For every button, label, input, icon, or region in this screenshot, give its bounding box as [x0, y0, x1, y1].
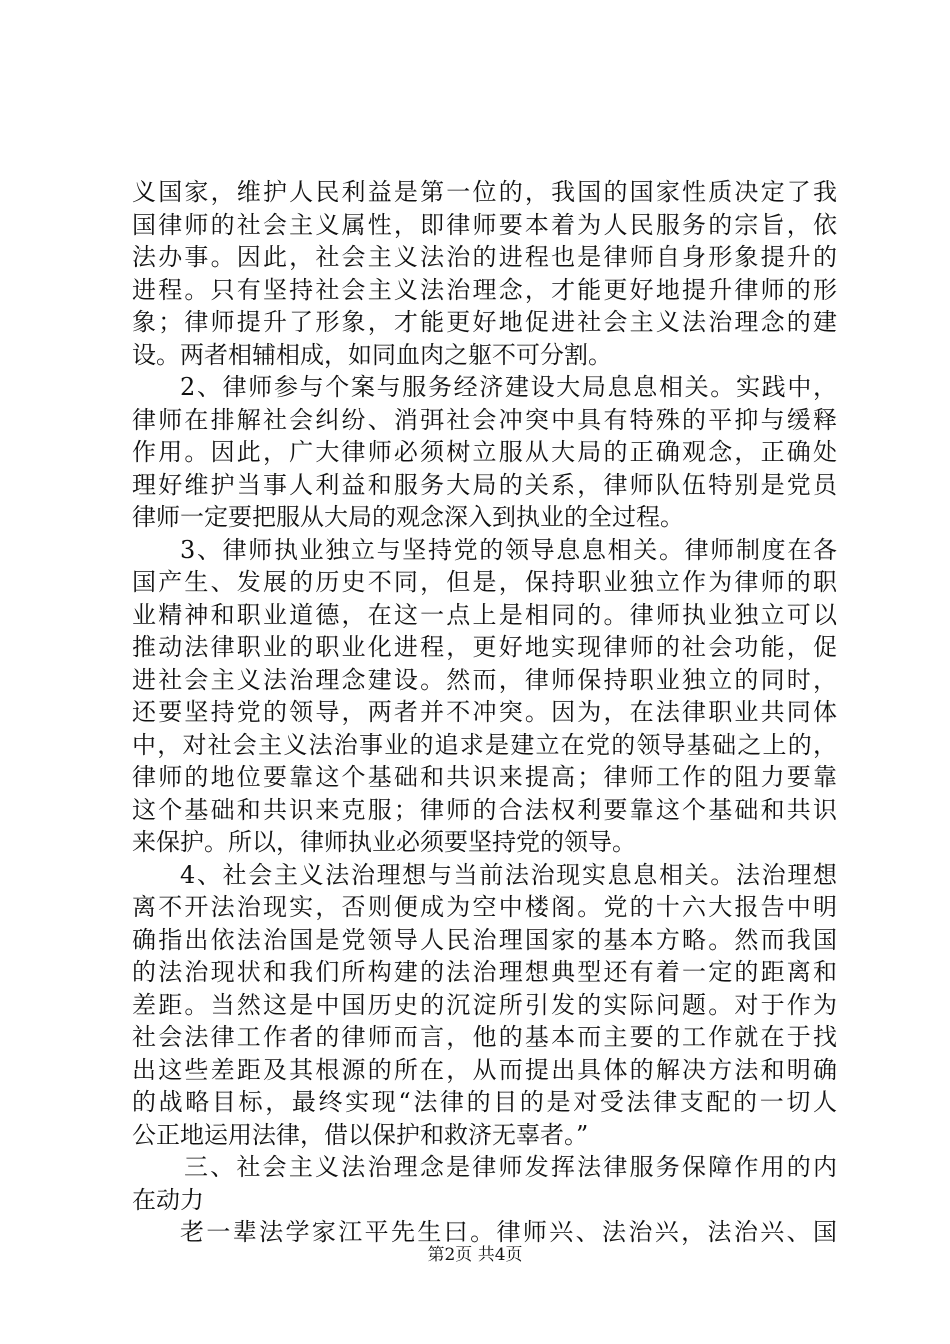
text-line: 律师一定要把服从大局的观念深入到执业的全过程。 [132, 503, 684, 531]
text-line: 中，对社会主义法治事业的追求是建立在党的领导基础之上的， [132, 730, 837, 759]
text-line: 律师在排解社会纠纷、消弭社会冲突中具有特殊的平抑与缓释 [132, 405, 837, 434]
text-line: 差距。当然这是中国历史的沉淀所引发的实际问题。对于作为 [132, 990, 837, 1019]
text-line: 推动法律职业的职业化进程，更好地实现律师的社会功能，促 [132, 633, 837, 661]
text-line: 进社会主义法治理念建设。然而，律师保持职业独立的同时， [132, 665, 837, 694]
text-line: 在动力 [132, 1185, 204, 1214]
text-line: 进程。只有坚持社会主义法治理念，才能更好地提升律师的形 [132, 275, 837, 304]
text-line: 律师的地位要靠这个基础和共识来提高；律师工作的阻力要靠 [132, 763, 837, 791]
text-line: 这个基础和共识来克服；律师的合法权利要靠这个基础和共识 [132, 795, 837, 824]
text-line: 法办事。因此，社会主义法治的进程也是律师自身形象提升的 [132, 243, 837, 271]
text-line: 理好维护当事人利益和服务大局的关系，律师队伍特别是党员 [132, 470, 837, 499]
text-line: 三、社会主义法治理念是律师发挥法律服务保障作用的内 [184, 1153, 837, 1181]
text-line: 确指出依法治国是党领导人民治理国家的基本方略。然而我国 [132, 925, 837, 954]
text-line: 的法治现状和我们所构建的法治理想典型还有着一定的距离和 [132, 958, 837, 986]
document-body [132, 176, 837, 1249]
text-line: 国产生、发展的历史不同，但是，保持职业独立作为律师的职 [132, 568, 837, 596]
text-line: 社会法律工作者的律师而言，他的基本而主要的工作就在于找 [132, 1023, 837, 1051]
text-line: 作用。因此，广大律师必须树立服从大局的正确观念，正确处 [132, 438, 837, 466]
text-line: 4、社会主义法治理想与当前法治现实息息相关。法治理想 [180, 860, 837, 889]
text-line: 还要坚持党的领导，两者并不冲突。因为，在法律职业共同体 [132, 698, 837, 726]
text-line: 来保护。所以，律师执业必须要坚持党的领导。 [132, 828, 636, 856]
text-line: 老一辈法学家江平先生曰。律师兴、法治兴，法治兴、国 [180, 1218, 837, 1246]
text-line: 设。两者相辅相成，如同血肉之躯不可分割。 [132, 340, 612, 369]
text-line: 义国家，维护人民利益是第一位的，我国的国家性质决定了我 [132, 178, 837, 206]
text-line: 出这些差距及其根源的所在，从而提出具体的解决方法和明确 [132, 1055, 837, 1084]
text-line: 业精神和职业道德，在这一点上是相同的。律师执业独立可以 [132, 600, 837, 629]
text-line: 象；律师提升了形象，才能更好地促进社会主义法治理念的建 [132, 308, 837, 336]
page-footer: 第2页 共4页 [427, 1245, 523, 1265]
text-line: 公正地运用法律，借以保护和救济无辜者。” [132, 1120, 589, 1149]
text-line: 离不开法治现实，否则便成为空中楼阁。党的十六大报告中明 [132, 893, 837, 921]
text-line: 3、律师执业独立与坚持党的领导息息相关。律师制度在各 [180, 535, 837, 564]
text-line: 2、律师参与个案与服务经济建设大局息息相关。实践中， [180, 373, 837, 401]
text-line: 的战略目标，最终实现“法律的目的是对受法律支配的一切人 [132, 1088, 837, 1116]
text-line: 国律师的社会主义属性，即律师要本着为人民服务的宗旨，依 [132, 210, 837, 239]
